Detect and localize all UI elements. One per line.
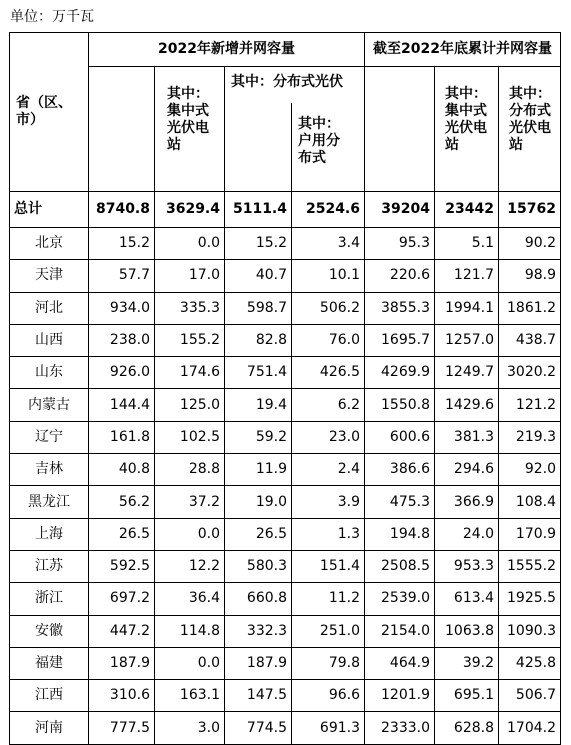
value-cell: 125.0 bbox=[155, 389, 225, 421]
cum-central-header: 其中：集中式光伏电站 bbox=[435, 67, 499, 192]
value-cell: 10.1 bbox=[292, 260, 365, 292]
value-cell: 381.3 bbox=[435, 421, 499, 453]
value-cell: 194.8 bbox=[365, 518, 435, 550]
value-cell: 475.3 bbox=[365, 486, 435, 518]
value-cell: 386.6 bbox=[365, 454, 435, 486]
value-cell: 39.2 bbox=[435, 647, 499, 679]
new-total-header bbox=[89, 67, 155, 192]
value-cell: 2154.0 bbox=[365, 615, 435, 647]
total-value: 8740.8 bbox=[89, 192, 155, 228]
value-cell: 1925.5 bbox=[499, 583, 561, 615]
total-value: 3629.4 bbox=[155, 192, 225, 228]
new-distributed-header: 其中：分布式光伏 bbox=[225, 67, 365, 103]
value-cell: 1249.7 bbox=[435, 357, 499, 389]
value-cell: 3020.2 bbox=[499, 357, 561, 389]
value-cell: 447.2 bbox=[89, 615, 155, 647]
value-cell: 598.7 bbox=[225, 292, 292, 324]
value-cell: 90.2 bbox=[499, 228, 561, 260]
value-cell: 1429.6 bbox=[435, 389, 499, 421]
value-cell: 628.8 bbox=[435, 712, 499, 744]
value-cell: 36.4 bbox=[155, 583, 225, 615]
province-cell: 上海 bbox=[10, 518, 89, 550]
table-row bbox=[10, 260, 561, 292]
value-cell: 26.5 bbox=[89, 518, 155, 550]
value-cell: 2.4 bbox=[292, 454, 365, 486]
value-cell: 2333.0 bbox=[365, 712, 435, 744]
value-cell: 40.8 bbox=[89, 454, 155, 486]
value-cell: 464.9 bbox=[365, 647, 435, 679]
table-row bbox=[10, 324, 561, 356]
value-cell: 294.6 bbox=[435, 454, 499, 486]
value-cell: 697.2 bbox=[89, 583, 155, 615]
value-cell: 3855.3 bbox=[365, 292, 435, 324]
new-distributed-total-header bbox=[225, 103, 292, 192]
value-cell: 592.5 bbox=[89, 550, 155, 582]
value-cell: 174.6 bbox=[155, 357, 225, 389]
province-cell: 山东 bbox=[10, 357, 89, 389]
value-cell: 600.6 bbox=[365, 421, 435, 453]
value-cell: 695.1 bbox=[435, 680, 499, 712]
table-row bbox=[10, 389, 561, 421]
value-cell: 92.0 bbox=[499, 454, 561, 486]
value-cell: 57.7 bbox=[89, 260, 155, 292]
value-cell: 0.0 bbox=[155, 518, 225, 550]
value-cell: 953.3 bbox=[435, 550, 499, 582]
value-cell: 1861.2 bbox=[499, 292, 561, 324]
province-cell: 江苏 bbox=[10, 550, 89, 582]
total-row bbox=[10, 192, 561, 228]
table-row bbox=[10, 454, 561, 486]
value-cell: 95.3 bbox=[365, 228, 435, 260]
value-cell: 219.3 bbox=[499, 421, 561, 453]
pv-capacity-table bbox=[9, 32, 561, 745]
province-cell: 辽宁 bbox=[10, 421, 89, 453]
value-cell: 506.7 bbox=[499, 680, 561, 712]
value-cell: 335.3 bbox=[155, 292, 225, 324]
value-cell: 1550.8 bbox=[365, 389, 435, 421]
value-cell: 310.6 bbox=[89, 680, 155, 712]
province-cell: 吉林 bbox=[10, 454, 89, 486]
value-cell: 102.5 bbox=[155, 421, 225, 453]
value-cell: 3.9 bbox=[292, 486, 365, 518]
value-cell: 155.2 bbox=[155, 324, 225, 356]
table-row bbox=[10, 647, 561, 679]
value-cell: 11.2 bbox=[292, 583, 365, 615]
total-value: 15762 bbox=[499, 192, 561, 228]
value-cell: 1555.2 bbox=[499, 550, 561, 582]
value-cell: 1704.2 bbox=[499, 712, 561, 744]
table-row bbox=[10, 583, 561, 615]
province-cell: 天津 bbox=[10, 260, 89, 292]
value-cell: 76.0 bbox=[292, 324, 365, 356]
value-cell: 26.5 bbox=[225, 518, 292, 550]
table-row bbox=[10, 680, 561, 712]
new-household-header: 其中：户用分布式 bbox=[292, 103, 365, 192]
value-cell: 6.2 bbox=[292, 389, 365, 421]
unit-label: 单位：万千瓦 bbox=[10, 9, 94, 25]
value-cell: 187.9 bbox=[225, 647, 292, 679]
value-cell: 926.0 bbox=[89, 357, 155, 389]
value-cell: 4269.9 bbox=[365, 357, 435, 389]
value-cell: 79.8 bbox=[292, 647, 365, 679]
value-cell: 56.2 bbox=[89, 486, 155, 518]
value-cell: 1994.1 bbox=[435, 292, 499, 324]
total-value: 23442 bbox=[435, 192, 499, 228]
value-cell: 1201.9 bbox=[365, 680, 435, 712]
table-row bbox=[10, 357, 561, 389]
total-value: 5111.4 bbox=[225, 192, 292, 228]
table-row bbox=[10, 615, 561, 647]
province-cell: 福建 bbox=[10, 647, 89, 679]
value-cell: 751.4 bbox=[225, 357, 292, 389]
value-cell: 0.0 bbox=[155, 647, 225, 679]
value-cell: 121.2 bbox=[499, 389, 561, 421]
province-cell: 内蒙古 bbox=[10, 389, 89, 421]
province-cell: 河南 bbox=[10, 712, 89, 744]
value-cell: 660.8 bbox=[225, 583, 292, 615]
value-cell: 121.7 bbox=[435, 260, 499, 292]
value-cell: 438.7 bbox=[499, 324, 561, 356]
value-cell: 3.0 bbox=[155, 712, 225, 744]
cumulative-capacity-header: 截至2022年底累计并网容量 bbox=[365, 33, 561, 67]
value-cell: 15.2 bbox=[89, 228, 155, 260]
value-cell: 23.0 bbox=[292, 421, 365, 453]
table-row bbox=[10, 292, 561, 324]
value-cell: 251.0 bbox=[292, 615, 365, 647]
value-cell: 426.5 bbox=[292, 357, 365, 389]
value-cell: 777.5 bbox=[89, 712, 155, 744]
value-cell: 161.8 bbox=[89, 421, 155, 453]
value-cell: 96.6 bbox=[292, 680, 365, 712]
value-cell: 163.1 bbox=[155, 680, 225, 712]
table-row bbox=[10, 228, 561, 260]
value-cell: 12.2 bbox=[155, 550, 225, 582]
total-label: 总计 bbox=[10, 192, 89, 228]
value-cell: 147.5 bbox=[225, 680, 292, 712]
value-cell: 19.4 bbox=[225, 389, 292, 421]
value-cell: 11.9 bbox=[225, 454, 292, 486]
header-row-2 bbox=[10, 67, 561, 103]
new-central-header: 其中：集中式光伏电站 bbox=[155, 67, 225, 192]
province-cell: 安徽 bbox=[10, 615, 89, 647]
value-cell: 691.3 bbox=[292, 712, 365, 744]
value-cell: 37.2 bbox=[155, 486, 225, 518]
province-cell: 江西 bbox=[10, 680, 89, 712]
value-cell: 934.0 bbox=[89, 292, 155, 324]
value-cell: 98.9 bbox=[499, 260, 561, 292]
total-value: 2524.6 bbox=[292, 192, 365, 228]
value-cell: 220.6 bbox=[365, 260, 435, 292]
value-cell: 15.2 bbox=[225, 228, 292, 260]
value-cell: 1257.0 bbox=[435, 324, 499, 356]
value-cell: 1.3 bbox=[292, 518, 365, 550]
province-cell: 山西 bbox=[10, 324, 89, 356]
value-cell: 238.0 bbox=[89, 324, 155, 356]
table-row bbox=[10, 486, 561, 518]
value-cell: 28.8 bbox=[155, 454, 225, 486]
value-cell: 151.4 bbox=[292, 550, 365, 582]
value-cell: 425.8 bbox=[499, 647, 561, 679]
province-cell: 黑龙江 bbox=[10, 486, 89, 518]
cum-total-header bbox=[365, 67, 435, 192]
value-cell: 580.3 bbox=[225, 550, 292, 582]
value-cell: 144.4 bbox=[89, 389, 155, 421]
cum-distributed-header: 其中：分布式光伏电站 bbox=[499, 67, 561, 192]
value-cell: 332.3 bbox=[225, 615, 292, 647]
province-header: 省（区、市） bbox=[10, 33, 89, 192]
header-row-1 bbox=[10, 33, 561, 67]
total-value: 39204 bbox=[365, 192, 435, 228]
value-cell: 82.8 bbox=[225, 324, 292, 356]
table-row bbox=[10, 712, 561, 744]
table-row bbox=[10, 518, 561, 550]
value-cell: 613.4 bbox=[435, 583, 499, 615]
value-cell: 40.7 bbox=[225, 260, 292, 292]
value-cell: 5.1 bbox=[435, 228, 499, 260]
table-row bbox=[10, 550, 561, 582]
value-cell: 170.9 bbox=[499, 518, 561, 550]
value-cell: 1695.7 bbox=[365, 324, 435, 356]
value-cell: 2539.0 bbox=[365, 583, 435, 615]
new-capacity-header: 2022年新增并网容量 bbox=[89, 33, 365, 67]
value-cell: 366.9 bbox=[435, 486, 499, 518]
table-row bbox=[10, 421, 561, 453]
province-cell: 北京 bbox=[10, 228, 89, 260]
value-cell: 114.8 bbox=[155, 615, 225, 647]
value-cell: 17.0 bbox=[155, 260, 225, 292]
value-cell: 0.0 bbox=[155, 228, 225, 260]
value-cell: 506.2 bbox=[292, 292, 365, 324]
value-cell: 187.9 bbox=[89, 647, 155, 679]
value-cell: 108.4 bbox=[499, 486, 561, 518]
value-cell: 3.4 bbox=[292, 228, 365, 260]
value-cell: 1090.3 bbox=[499, 615, 561, 647]
value-cell: 1063.8 bbox=[435, 615, 499, 647]
value-cell: 2508.5 bbox=[365, 550, 435, 582]
value-cell: 24.0 bbox=[435, 518, 499, 550]
value-cell: 19.0 bbox=[225, 486, 292, 518]
value-cell: 774.5 bbox=[225, 712, 292, 744]
province-cell: 河北 bbox=[10, 292, 89, 324]
value-cell: 59.2 bbox=[225, 421, 292, 453]
province-cell: 浙江 bbox=[10, 583, 89, 615]
